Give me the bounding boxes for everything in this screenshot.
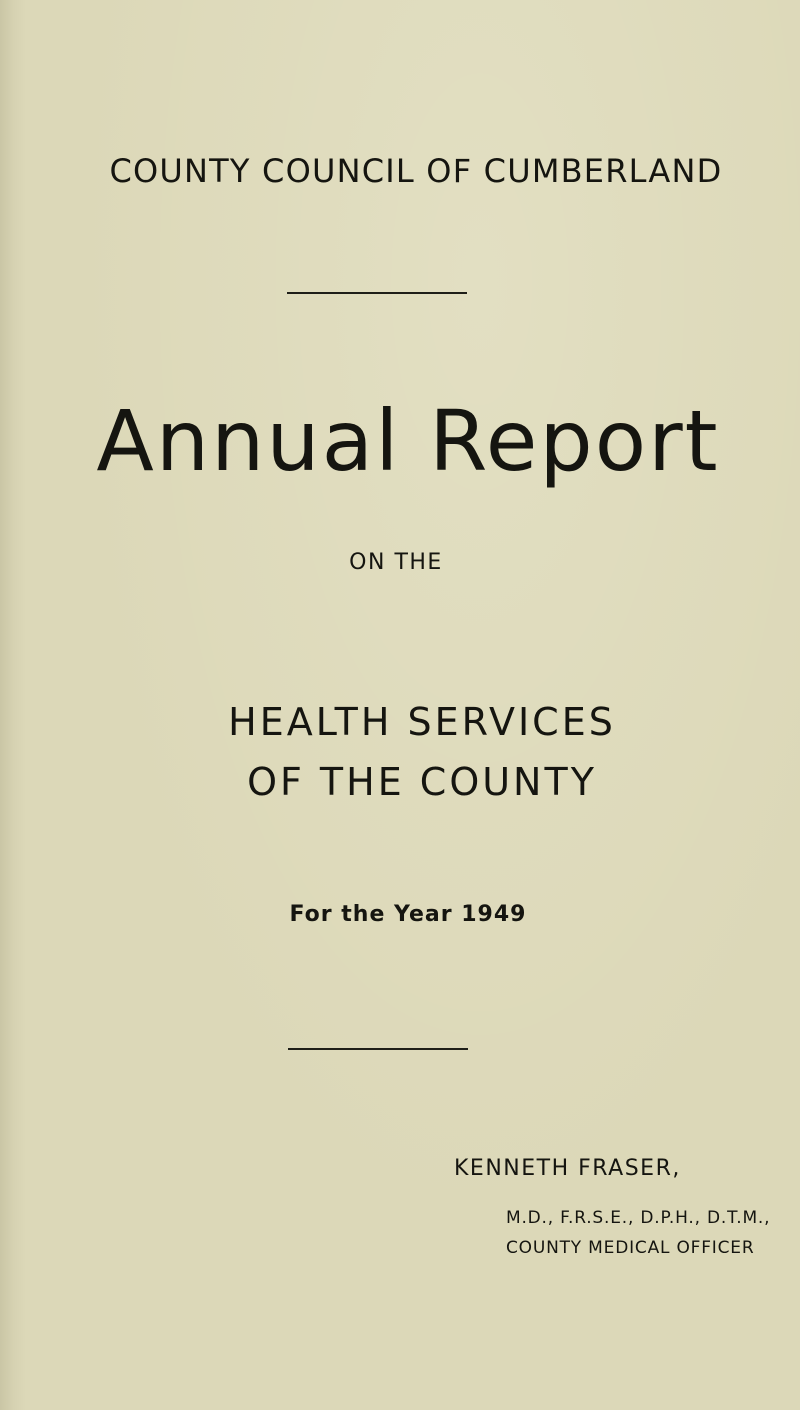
author-name: KENNETH FRASER, — [454, 1156, 681, 1181]
bottom-divider-rule — [288, 1048, 468, 1050]
report-year: For the Year 1949 — [289, 902, 527, 927]
author-qualifications: M.D., F.R.S.E., D.P.H., D.T.M., — [506, 1208, 771, 1228]
top-divider-rule — [287, 292, 467, 294]
subject-line-1: HEALTH SERVICES — [228, 700, 616, 744]
author-position: COUNTY MEDICAL OFFICER — [506, 1238, 755, 1258]
council-name: COUNTY COUNCIL OF CUMBERLAND — [109, 152, 723, 190]
report-title: Annual Report — [96, 392, 720, 490]
title-connector: ON THE — [349, 550, 443, 575]
subject-line-2: OF THE COUNTY — [247, 760, 597, 804]
